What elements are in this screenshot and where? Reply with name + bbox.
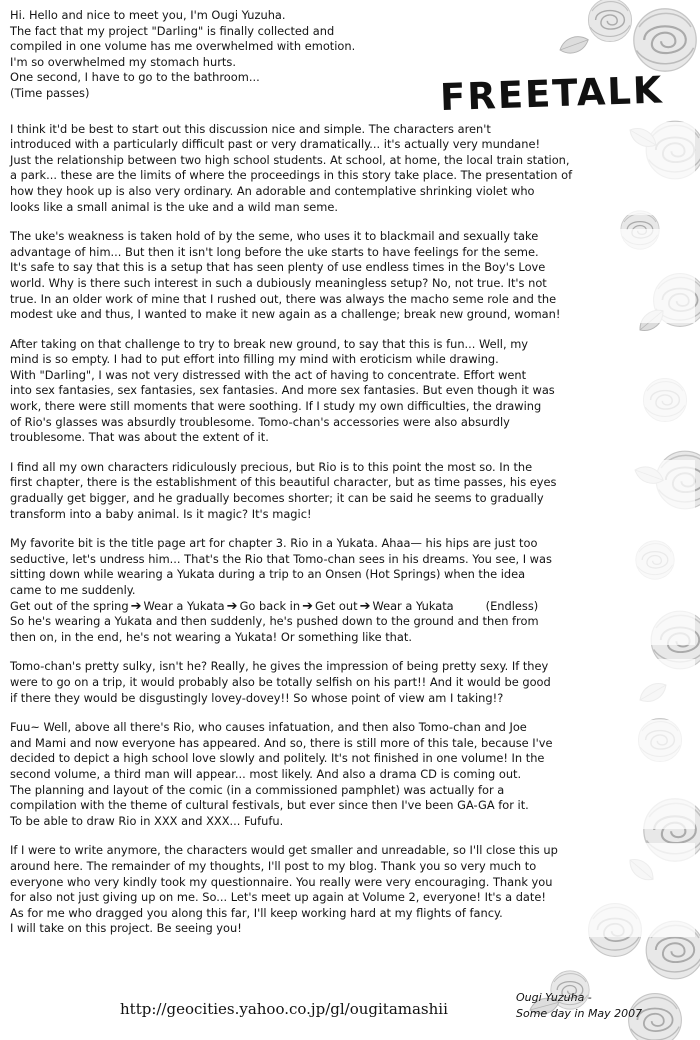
text-line: introduced with a particularly difficult past or very dramatically... it's actually very mundane! xyxy=(10,137,695,153)
signature-date: Some day in May 2007 xyxy=(516,1007,643,1020)
flow-step: Wear a Yukata xyxy=(372,598,454,613)
text-line: for also not just giving up on me. So... Let's meet up again at Volume 2, everyone! It's a date! xyxy=(10,890,695,906)
flow-step: Get out xyxy=(314,598,358,613)
text-line: world. Why is there such interest in such a dubiously meaningless setup? No, not true. It's not xyxy=(10,276,695,292)
text-line: decided to depict a high school love slowly and politely. It's not finished in one volume! In the xyxy=(10,751,695,767)
flow-step: Wear a Yukata xyxy=(143,598,225,613)
text-line: came to me suddenly. xyxy=(10,583,695,599)
text-line: troublesome. That was about the extent of it. xyxy=(10,430,695,446)
blog-url: http://geocities.yahoo.co.jp/gl/ougitamashii xyxy=(120,1000,448,1018)
arrow-right-icon: ➔ xyxy=(359,598,371,614)
text-line: were to go on a trip, it would probably also be totally selfish on his part!! And it would be good xyxy=(10,675,695,691)
paragraph-uke-seme xyxy=(10,229,695,323)
paragraph-tomo-chan xyxy=(10,659,695,706)
intro-block xyxy=(10,8,440,102)
text-line: transform into a baby animal. Is it magic? It's magic! xyxy=(10,507,695,523)
text-line: If I were to write anymore, the characters would get smaller and unreadable, so I'll close this up xyxy=(10,843,695,859)
intro-line: One second, I have to go to the bathroom... xyxy=(10,70,260,85)
intro-line: Hi. Hello and nice to meet you, I'm Ougi Yuzuha. xyxy=(10,8,286,22)
text-line: With "Darling", I was not very distressed with the act of having to concentrate. Effort went xyxy=(10,368,695,384)
text-line: mind is so empty. I had to put effort into filling my mind with eroticism while drawing. xyxy=(10,352,695,368)
text-line: gradually get bigger, and he gradually becomes shorter; it can be said he seems to gradually xyxy=(10,491,695,507)
text-line: I will take on this project. Be seeing you! xyxy=(10,921,695,937)
text-line: around here. The remainder of my thoughts, I'll post to my blog. Thank you so very much to xyxy=(10,859,695,875)
text-line: I think it'd be best to start out this discussion nice and simple. The characters aren't xyxy=(10,122,695,138)
paragraph-yukata xyxy=(10,536,695,645)
text-line: It's safe to say that this is a setup that has seen plenty of use endless times in the Boy's Love xyxy=(10,260,695,276)
arrow-right-icon: ➔ xyxy=(130,598,142,614)
text-line: work, there were still moments that were soothing. If I study my own difficulties, the drawing xyxy=(10,399,695,415)
text-line: As for me who dragged you along this far, I'll keep working hard at my flights of fancy. xyxy=(10,906,695,922)
yukata-flow xyxy=(10,599,695,615)
author-signature xyxy=(516,990,642,1022)
text-line: everyone who very kindly took my questionnaire. You really were very encouraging. Thank you xyxy=(10,875,695,891)
intro-line: The fact that my project "Darling" is finally collected and xyxy=(10,23,335,38)
text-line: The planning and layout of the comic (in a commissioned pamphlet) was actually for a xyxy=(10,783,695,799)
text-line: of Rio's glasses was absurdly troublesome. Tomo-chan's accessories were also absurdly xyxy=(10,415,695,431)
text-line: I find all my own characters ridiculously precious, but Rio is to this point the most so. In the xyxy=(10,460,695,476)
text-line: true. In an older work of mine that I rushed out, there was always the macho seme role and the xyxy=(10,292,695,308)
text-line: second volume, a third man will appear... most likely. And also a drama CD is coming out. xyxy=(10,767,695,783)
flow-step: Get out of the spring xyxy=(10,598,129,613)
text-line: advantage of him... But then it isn't long before the uke starts to have feelings for the seme. xyxy=(10,245,695,261)
intro-line: compiled in one volume has me overwhelmed with emotion. xyxy=(10,39,356,54)
text-line: a park... these are the limits of where the proceedings in this story take place. The presentation of xyxy=(10,168,695,184)
text-line: To be able to draw Rio in XXX and XXX... Fufufu. xyxy=(10,814,695,830)
text-line: compilation with the theme of cultural festivals, but ever since then I've been GA-GA for it. xyxy=(10,798,695,814)
paragraph-characters xyxy=(10,460,695,522)
arrow-right-icon: ➔ xyxy=(302,598,313,614)
afterword-text xyxy=(10,8,695,951)
text-line: Fuu~ Well, above all there's Rio, who causes infatuation, and then also Tomo-chan and Joe xyxy=(10,720,695,736)
freetalk-heading: FREETALK xyxy=(439,68,665,120)
text-line: if there they would be disgustingly lovey-dovey!! So whose point of view am I taking!? xyxy=(10,691,695,707)
paragraph-setup xyxy=(10,122,695,216)
text-line: So he's wearing a Yukata and then suddenly, he's pushed down to the ground and then from xyxy=(10,614,695,630)
text-line: After taking on that challenge to try to break new ground, to say that this is fun... Well, my xyxy=(10,337,695,353)
arrow-right-icon: ➔ xyxy=(226,598,238,614)
text-line: how they hook up is also very ordinary. An adorable and contemplative shrinking violet who xyxy=(10,184,695,200)
text-line: sitting down while wearing a Yukata during a trip to an Onsen (Hot Springs) when the idea xyxy=(10,567,695,583)
text-line: looks like a small animal is the uke and a wild man seme. xyxy=(10,200,695,216)
intro-line: I'm so overwhelmed my stomach hurts. xyxy=(10,54,236,69)
flow-step: Go back in xyxy=(239,598,301,613)
text-line: The uke's weakness is taken hold of by the seme, who uses it to blackmail and sexually take xyxy=(10,229,695,245)
paragraph-challenge xyxy=(10,337,695,446)
text-line: My favorite bit is the title page art for chapter 3. Rio in a Yukata. Ahaa— his hips are just too xyxy=(10,536,695,552)
text-line: modest uke and thus, I wanted to make it new again as a challenge; break new ground, woman! xyxy=(10,307,695,323)
text-line: into sex fantasies, sex fantasies, sex fantasies. And more sex fantasies. But even though it was xyxy=(10,383,695,399)
signature-name: Ougi Yuzuha - xyxy=(516,991,592,1004)
text-line: then on, in the end, he's not wearing a Yukata! Or something like that. xyxy=(10,630,695,646)
intro-line: (Time passes) xyxy=(10,85,90,100)
text-line: and Mami and now everyone has appeared. And so, there is still more of this tale, because I've xyxy=(10,736,695,752)
paragraph-closing xyxy=(10,843,695,937)
text-line: first chapter, there is the establishment of this beautiful character, but as time passes, his eyes xyxy=(10,475,695,491)
text-line: Just the relationship between two high school students. At school, at home, the local train station, xyxy=(10,153,695,169)
text-line: Tomo-chan's pretty sulky, isn't he? Really, he gives the impression of being pretty sexy. If they xyxy=(10,659,695,675)
text-line: seductive, let's undress him... That's the Rio that Tomo-chan sees in his dreams. You see, I was xyxy=(10,552,695,568)
flow-endless-note: (Endless) xyxy=(485,598,539,613)
paragraph-future xyxy=(10,720,695,829)
